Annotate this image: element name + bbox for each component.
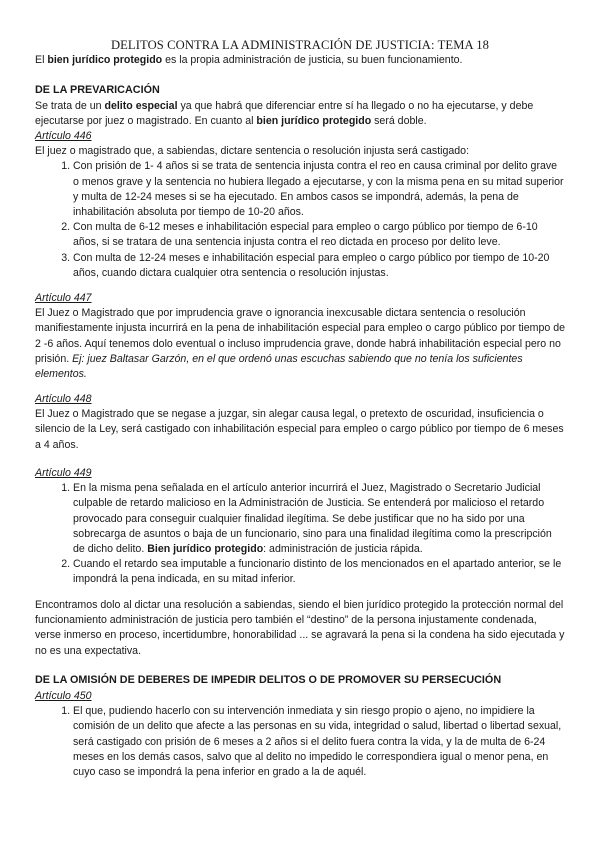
article-intro: El juez o magistrado que, a sabiendas, dictare sentencia o resolución injusta será castigado: [35,145,470,158]
list-item: 2. Cuando el retardo sea imputable a funcionario distinto de los mencionados en el apartado anterior, se le impondrá la pena indicada, en su mitad inferior. [73,557,565,587]
article-450 [35,689,565,780]
article-label: Artículo 450 [35,690,92,702]
article-447: Artículo 447 El Juez o Magistrado que por imprudencia grave o ignorancia inexcusable dictara sentencia o resolución manifiestamente injusta incurrirá en la pena de inhabilitación especial para empleo o cargo público por tiempo de 2 -6 años. Aquí tenemos dolo eventual o incluso imprudencia grave, donde habrá inhabilitación especial pero no prisión. Ej: juez Baltasar Garzón, en el que ordenó unas escuchas sabiendo que no tenía los suficientes elementos. [35,292,566,381]
article-448: Artículo 448 El Juez o Magistrado que se negase a juzgar, sin alegar causa legal, o pretexto de oscuridad, insuficiencia o silencio de la Ley, será castigado con inhabilitación especial para empleo o cargo público por tiempo de 6 meses a 4 años. [35,393,564,451]
section-heading-omision: DE LA OMISIÓN DE DEBERES DE IMPEDIR DELITOS O DE PROMOVER SU PERSECUCIÓN [35,674,502,686]
list-item: 1. El que, pudiendo hacerlo con su intervención inmediata y sin riesgo propio o ajeno, no impidiere la comisión de un delito que afecte a las personas en su vida, integridad o salud, libertad o libertad sexual, será castigado con prisión de 6 meses a 2 años si el delito fuera contra la vida, y la de multa de 6-24 meses en los demás casos, salvo que al delito no impedido le correspondiera igual o menor pena, en cuyo caso se impondrá la pena inferior en grado a la de aquél. [73,704,565,780]
article-label: Artículo 446 [35,130,92,142]
article-446 [35,129,565,281]
page-title: DELITOS CONTRA LA ADMINISTRACIÓN DE JUSTICIA: TEMA 18 [110,38,490,52]
section-heading-prevaricacion: DE LA PREVARICACIÓN [35,84,160,96]
article-449 [35,466,565,588]
prevaricacion-paragraph: Se trata de un delito especial ya que habrá que diferenciar entre sí ha llegado o no ha ejecutarse, y debe ejecutarse por juez o magistrado. En cuanto al bien jurídico protegido será doble. [35,100,534,128]
list-item: 1. En la misma pena señalada en el artículo anterior incurrirá el Juez, Magistrado o Secretario Judicial culpable de retardo malicioso en la Administración de Justicia. Se entenderá por malicioso el retardo provocado para conseguir cualquier finalidad ilegítima. Se debe justificar que no ha sido por una sobrecarga de asuntos o baja de un funcionario, sino para una finalidad ilegítima como la prescripción de dicho delito. Bien jurídico protegido: administración de justicia rápida. [73,481,565,557]
closing-paragraph: Encontramos dolo al dictar una resolución a sabiendas, siendo el bien jurídico protegido la protección normal del funcionamiento administración de justicia pero también el “destino” de la persona injustamente condenada, verse inmerso en proceso, incertidumbre, honorabilidad ... se agravará la pena si la condena ha sido ejecutada y no es una expectativa. [35,599,565,657]
list-item: 2. Con multa de 6-12 meses e inhabilitación especial para empleo o cargo público por tiempo de 6-10 años, si se tratara de una sentencia injusta contra el reo dictada en proceso por delito leve. [73,220,565,250]
article-label: Artículo 447 [35,292,92,304]
list-item: 3. Con multa de 12-24 meses e inhabilitación especial para empleo o cargo público por tiempo de 10-20 años, cuando dictara cualquier otra sentencia o resolución injustas. [73,251,565,281]
example-text: Ej: juez Baltasar Garzón, en el que ordenó unas escuchas sabiendo que no tenía los suficientes elementos. [35,352,523,381]
list-item: 1. Con prisión de 1- 4 años si se trata de sentencia injusta contra el reo en causa criminal por delito grave o menos grave y la sentencia no hubiera llegado a ejecutarse, y con la misma pena en su mitad superior y multa de 12-24 meses si se ha ejecutado. En ambos casos se impondrá, además, la pena de inhabilitación absoluta por tiempo de 10-20 años. [73,159,565,220]
article-label: Artículo 448 [35,393,92,405]
intro-paragraph: El bien jurídico protegido es la propia administración de justicia, su buen funcionamiento. [35,54,463,66]
article-label: Artículo 449 [35,467,92,479]
